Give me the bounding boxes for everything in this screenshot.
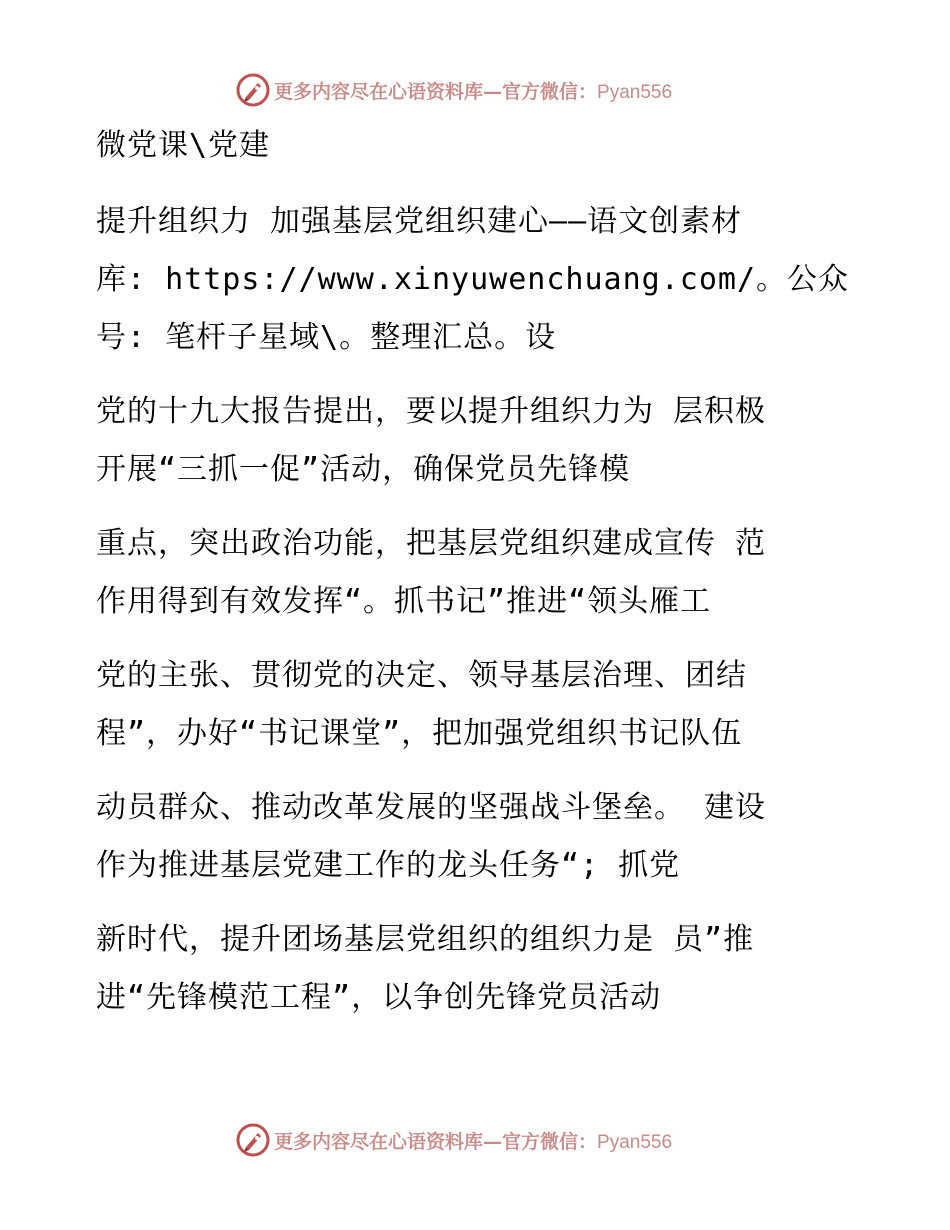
pen-logo-icon [236, 1123, 270, 1157]
text-line: 党的主张、贯彻党的决定、领导基层治理、团结 [96, 658, 747, 693]
text-line: 作为推进基层党建工作的龙头任务“; 抓党 [96, 848, 681, 883]
text-line: 号: 笔杆子星域\。整理汇总。设 [96, 320, 557, 355]
watermark-text: 更多内容尽在心语资料库—官方微信：Pyan556 [274, 80, 673, 103]
document-title-line: 微党课\党建 [96, 128, 271, 163]
text-line: 提升组织力 加强基层党组织建心——语文创素材 [96, 204, 743, 239]
pen-logo-icon [236, 73, 270, 107]
watermark-text: 更多内容尽在心语资料库—官方微信：Pyan556 [274, 1130, 673, 1153]
text-line: 党的十九大报告提出，要以提升组织力为 层积极 [96, 394, 767, 429]
watermark-wechat-id: Pyan556 [597, 1131, 673, 1153]
text-line: 作用得到有效发挥“。抓书记”推进“领头雁工 [96, 584, 712, 619]
text-line: 程”，办好“书记课堂”，把加强党组织书记队伍 [96, 716, 743, 751]
text-line: 新时代，提升团场基层党组织的组织力是 员”推 [96, 922, 755, 957]
watermark-header [236, 72, 672, 108]
text-line: 库: https://www.xinyuwenchuang.com/。公众 [96, 262, 850, 297]
text-line: 进“先锋模范工程”，以争创先锋党员活动 [96, 980, 662, 1015]
watermark-footer [236, 1122, 672, 1158]
text-line: 重点，突出政治功能，把基层党组织建成宣传 范 [96, 526, 767, 561]
text-line: 动员群众、推动改革发展的坚强战斗堡垒。 建设 [96, 790, 767, 825]
watermark-wechat-id: Pyan556 [597, 81, 673, 103]
text-line: 开展“三抓一促”活动，确保党员先锋模 [96, 452, 631, 487]
